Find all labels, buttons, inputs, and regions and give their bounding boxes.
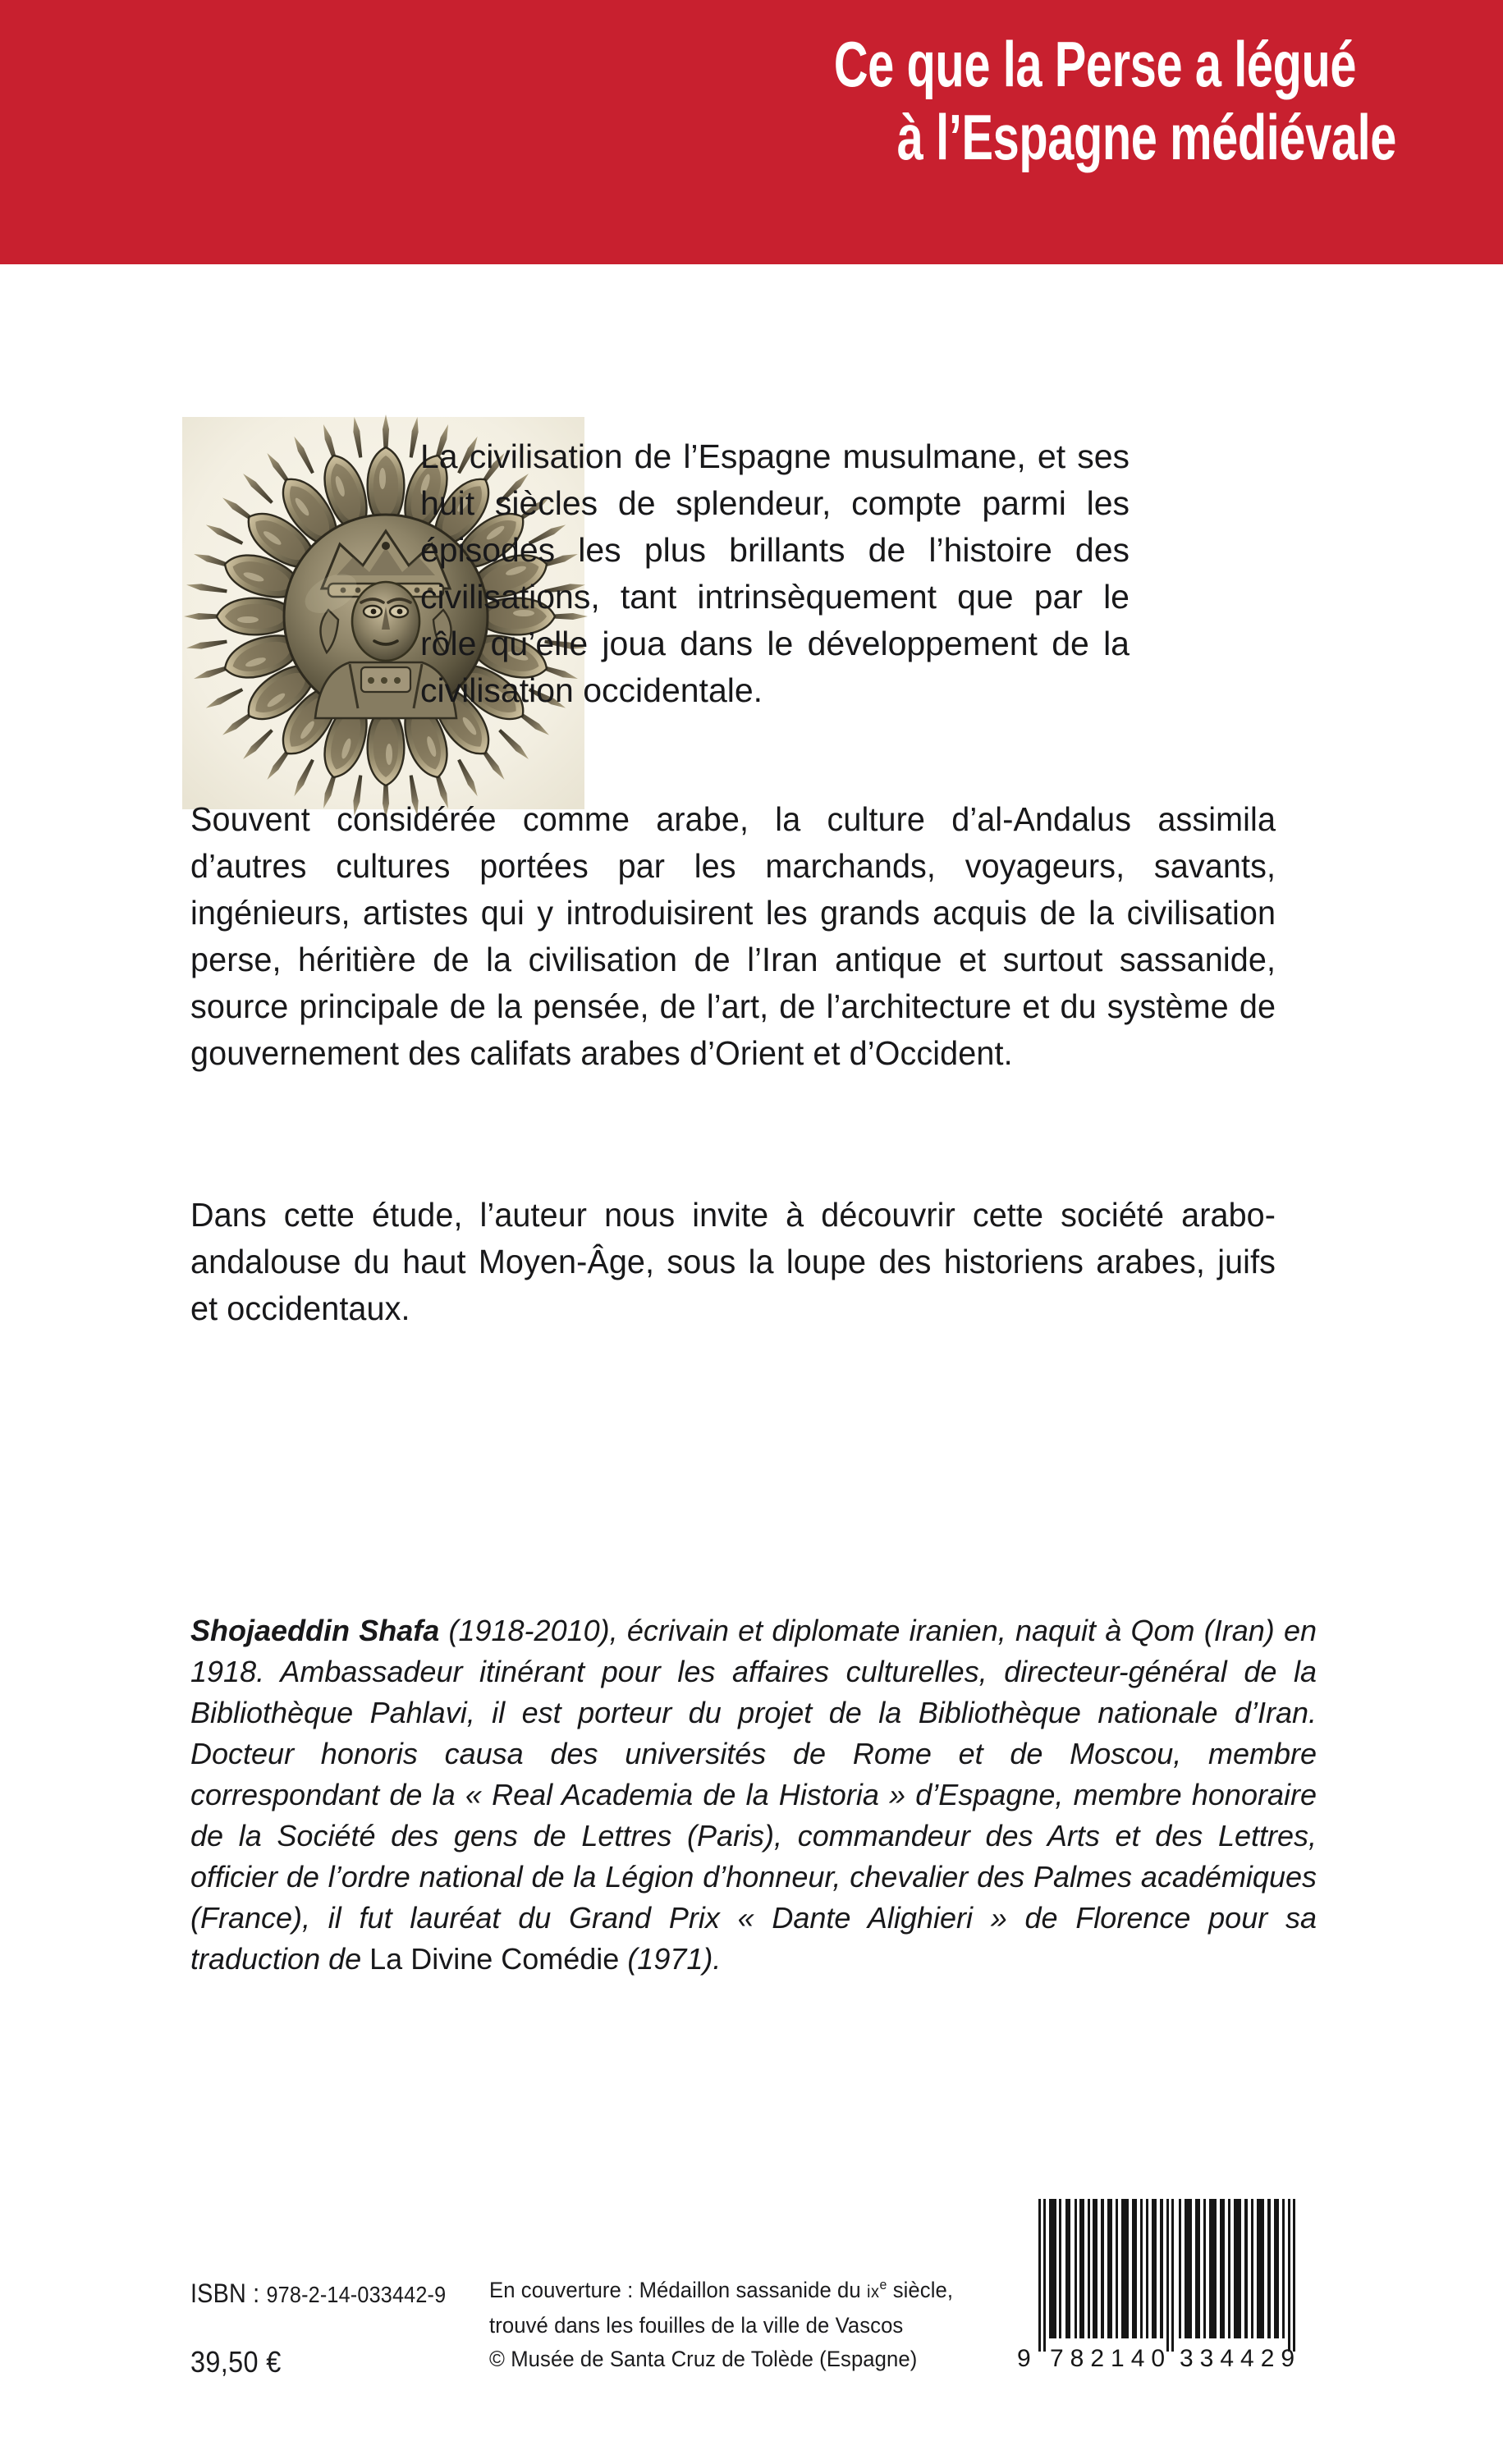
author-bio-text-part-1: (1918-2010), écrivain et diplomate iranien, naquit à Qom (Iran) en 1918. Ambassadeur itinérant pour les affaires culturelles, directeur-général de la Bibliothèque Pahlavi, il est porteur du projet de la Bibliothèque nationale d’Iran. Docteur honoris causa des universités de Rome et de Moscou, membre correspondant de la « Real Academia de la Historia » d’Espagne, membre honoraire de la Société des gens de Lettres (Paris), commandeur des Arts et des Lettres, officier de l’ordre national de la Légion d’honneur, chevalier des Palmes académiques (France), il fut lauréat du Grand Prix « Dante Alighieri » de Florence pour sa traduction de — [190, 1614, 1317, 1976]
book-title-line-2: à l’Espagne médiévale — [896, 100, 1396, 173]
isbn-line — [190, 2279, 447, 2309]
back-cover-body — [0, 264, 1503, 2379]
isbn-value: 978-2-14-033442-9 — [266, 2282, 447, 2307]
isbn-label: ISBN : — [190, 2279, 267, 2308]
credit-century-suffix: e — [879, 2277, 887, 2292]
footer-left-block — [190, 2279, 461, 2379]
credit-line-3: © Musée de Santa Cruz de Tolède (Espagne) — [489, 2347, 918, 2371]
isbn-barcode — [1006, 2192, 1313, 2373]
credit-line-1 — [489, 2274, 981, 2309]
blurb-paragraph-1: La civilisation de l’Espagne musulmane, et ses huit siècles de splendeur, compte parmi les épisodes les plus brillants de l’histoire des civilisations, tant intrinsèquement que par le rôle qu’elle joua dans le développement de la civilisation occidentale. — [420, 437, 1130, 709]
barcode-icon — [1006, 2192, 1313, 2373]
author-bio — [190, 1610, 1317, 1980]
blurb-paragraph-3: Dans cette étude, l’auteur nous invite à découvrir cette société arabo-andalouse du haut Moyen-Âge, sous la loupe des historiens arabes, juifs et occidentaux. — [190, 1196, 1276, 1327]
book-title-line-1: Ce que la Perse a légué — [833, 28, 1357, 100]
cover-image-credit — [489, 2274, 981, 2376]
title-band — [0, 0, 1503, 264]
title-block — [0, 28, 1396, 174]
credit-line-1-prefix: En couverture : Médaillon sassanide du — [489, 2278, 867, 2302]
author-bio-work-title: La Divine Comédie — [369, 1942, 620, 1976]
credit-line-2: trouvé dans les fouilles de la ville de Vascos — [489, 2313, 904, 2338]
barcode-digit-left: 9 — [1017, 2345, 1031, 2372]
author-name: Shojaeddin Shafa — [190, 1614, 440, 1647]
barcode-group-1: 782140 — [1050, 2345, 1172, 2372]
barcode-group-2: 334429 — [1180, 2345, 1302, 2372]
blurb-paragraph-2: Souvent considérée comme arabe, la culture d’al-Andalus assimila d’autres cultures portées par les marchands, voyageurs, savants, ingénieurs, artistes qui y introduisirent les grands acquis de la civilisation perse, héritière de la civilisation de l’Iran antique et surtout sassanide, source principale de la pensée, de l’art, de l’architecture et du système de gouvernement des califats arabes d’Orient et d’Occident. — [190, 800, 1276, 1072]
price: 39,50 € — [190, 2345, 282, 2379]
credit-century-numeral: ix — [866, 2283, 880, 2301]
credit-line-1-suffix: siècle, — [887, 2278, 954, 2302]
author-bio-text-part-2: (1971). — [619, 1942, 722, 1976]
